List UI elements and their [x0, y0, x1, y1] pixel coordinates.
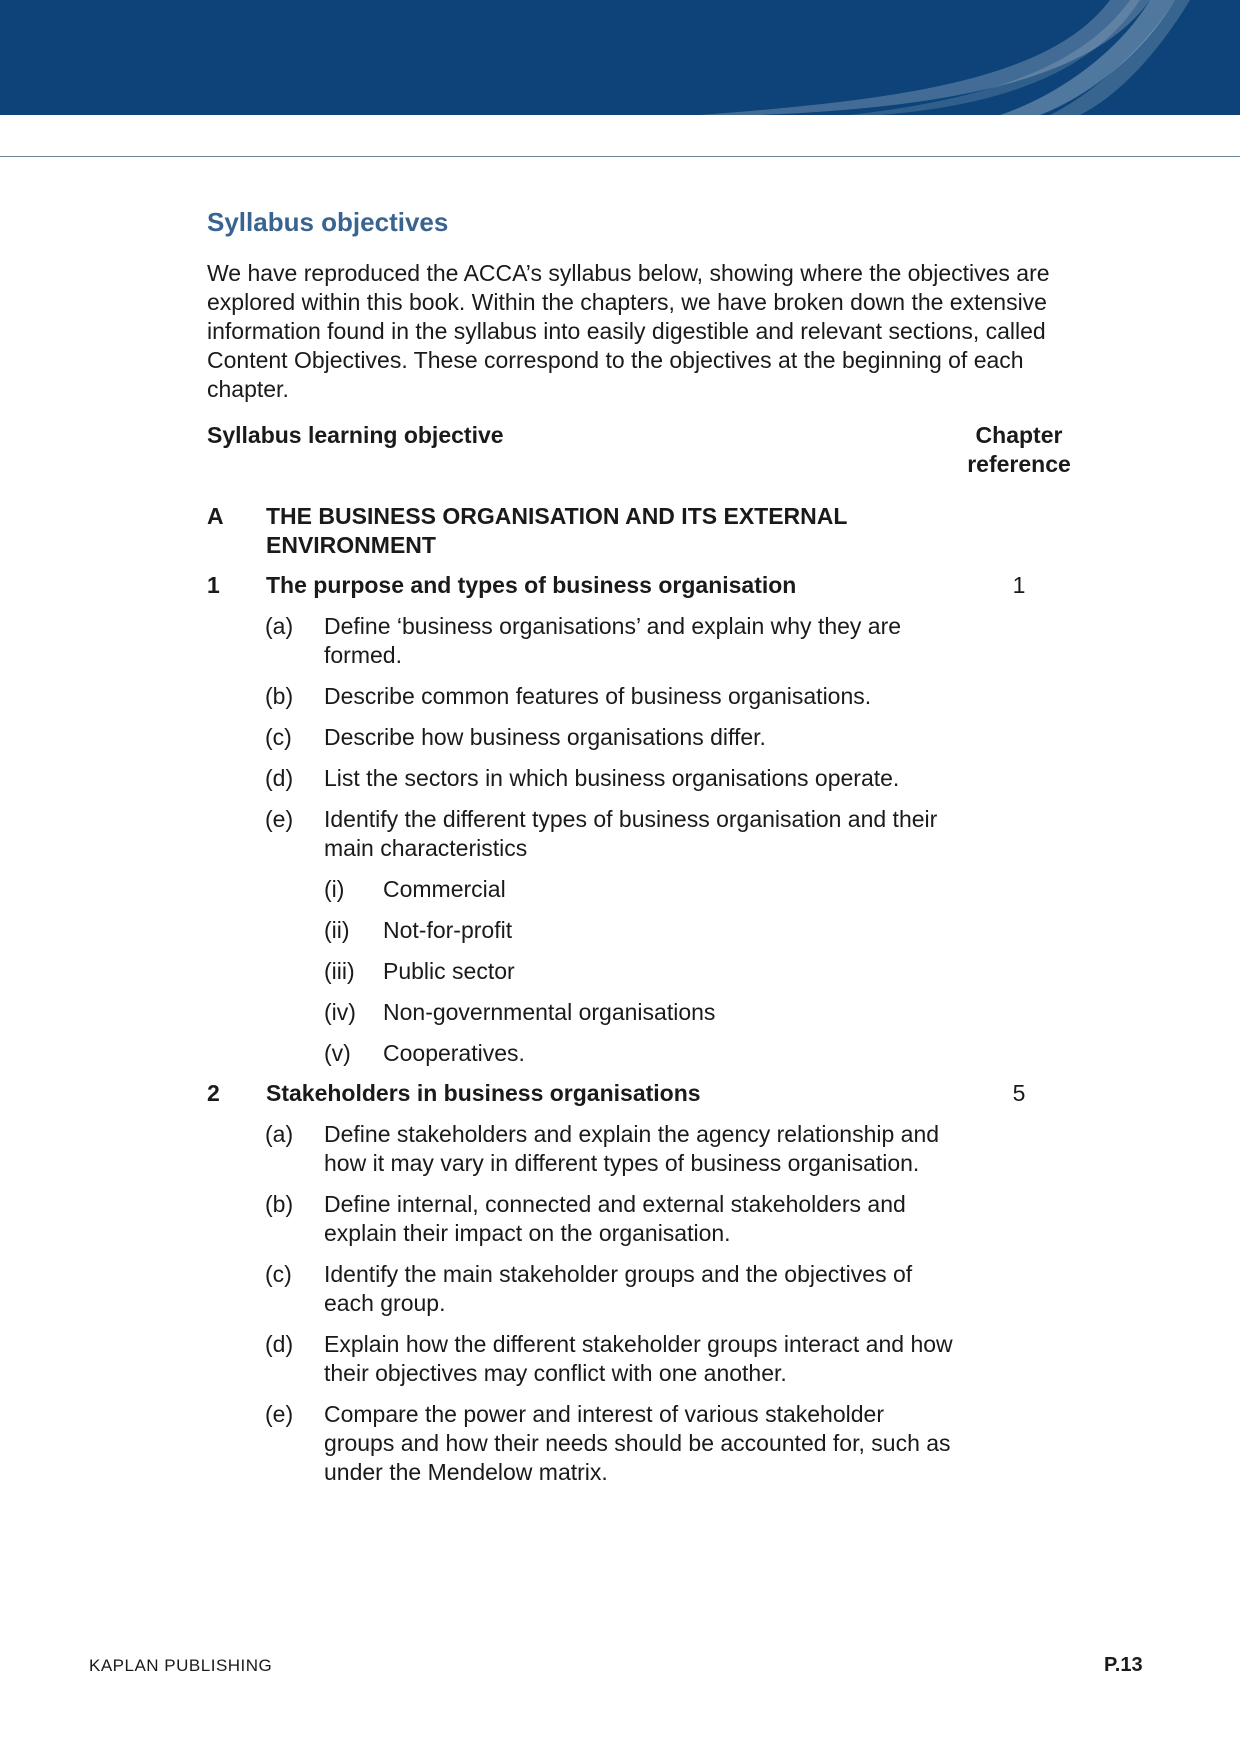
row-number: (b): [265, 683, 294, 709]
row-text: Define internal, connected and external stakeholders and explain their impact on the organisation.: [324, 1191, 906, 1246]
syllabus-row: [207, 1330, 1087, 1388]
row-text: Define stakeholders and explain the agency relationship and how it may vary in different types of business organisation.: [324, 1121, 940, 1176]
row-number: (v): [324, 1040, 351, 1066]
syllabus-row: [207, 805, 1087, 863]
chapter-reference: 1: [1012, 572, 1026, 598]
syllabus-row: [207, 682, 1087, 711]
syllabus-row: [207, 998, 1087, 1027]
row-number: A: [207, 503, 224, 529]
syllabus-row: [207, 916, 1087, 945]
row-number: (ii): [324, 917, 350, 943]
header-divider: [0, 156, 1240, 157]
syllabus-row: [207, 612, 1087, 670]
footer-page-number: P.13: [1104, 1654, 1143, 1676]
syllabus-row: [207, 1039, 1087, 1068]
row-number: 2: [207, 1080, 220, 1106]
syllabus-row: [207, 764, 1087, 793]
row-text: Commercial: [383, 876, 506, 902]
row-number: (a): [265, 613, 294, 639]
row-text: Identify the different types of business organisation and their main characteristics: [324, 806, 938, 861]
footer-publisher: KAPLAN PUBLISHING: [89, 1656, 273, 1675]
syllabus-list: [207, 502, 1087, 1487]
row-number: (a): [265, 1121, 294, 1147]
row-number: (e): [265, 806, 294, 832]
row-number: (d): [265, 1331, 294, 1357]
row-text: Stakeholders in business organisations: [266, 1080, 701, 1106]
table-header: [207, 421, 1087, 481]
row-number: 1: [207, 572, 220, 598]
row-number: (b): [265, 1191, 294, 1217]
row-text: Identify the main stakeholder groups and the objectives of each group.: [324, 1261, 913, 1316]
syllabus-row: [207, 1079, 1087, 1108]
row-text: Describe how business organisations differ.: [324, 724, 766, 750]
row-number: (iii): [324, 958, 355, 984]
syllabus-row: [207, 875, 1087, 904]
row-text: THE BUSINESS ORGANISATION AND ITS EXTERNAL ENVIRONMENT: [266, 503, 848, 558]
syllabus-row: [207, 502, 1087, 560]
row-text: Compare the power and interest of various stakeholder groups and how their needs should be accounted for, such as under the Mendelow matrix.: [324, 1401, 951, 1485]
syllabus-row: [207, 1400, 1087, 1487]
row-text: Cooperatives.: [383, 1040, 525, 1066]
row-text: List the sectors in which business organisations operate.: [324, 765, 900, 791]
row-number: (e): [265, 1401, 294, 1427]
syllabus-row: [207, 571, 1087, 600]
row-text: Not-for-profit: [383, 917, 513, 943]
row-text: The purpose and types of business organisation: [266, 572, 797, 598]
chapter-header-line1: Chapter: [975, 422, 1063, 448]
syllabus-row: [207, 957, 1087, 986]
syllabus-row: [207, 1190, 1087, 1248]
chapter-header-line2: reference: [967, 451, 1071, 477]
row-number: (d): [265, 765, 294, 791]
row-number: (iv): [324, 999, 356, 1025]
row-number: (c): [265, 724, 292, 750]
header-swoosh-graphic: [0, 0, 1240, 115]
row-text: Public sector: [383, 958, 515, 984]
row-text: Describe common features of business organisations.: [324, 683, 872, 709]
header-banner: [0, 0, 1240, 115]
intro-paragraph: We have reproduced the ACCA’s syllabus below, showing where the objectives are explored within this book. Within the chapters, we have broken down the extensive information found in the syllabus into easily digestible and relevant sections, called Content Objectives. These correspond to the objectives at the beginning of each chapter.: [207, 260, 1050, 402]
chapter-reference: 5: [1012, 1080, 1026, 1106]
row-text: Define ‘business organisations’ and explain why they are formed.: [324, 613, 902, 668]
chapter-column-header: [959, 421, 1079, 479]
row-text: Non-governmental organisations: [383, 999, 716, 1025]
objective-column-header: Syllabus learning objective: [207, 422, 504, 448]
row-text: Explain how the different stakeholder groups interact and how their objectives may conflict with one another.: [324, 1331, 953, 1386]
row-number: (c): [265, 1261, 292, 1287]
section-title: Syllabus objectives: [207, 207, 449, 237]
row-number: (i): [324, 876, 345, 902]
syllabus-row: [207, 1260, 1087, 1318]
syllabus-row: [207, 723, 1087, 752]
syllabus-row: [207, 1120, 1087, 1178]
page-content: [207, 205, 1087, 1487]
